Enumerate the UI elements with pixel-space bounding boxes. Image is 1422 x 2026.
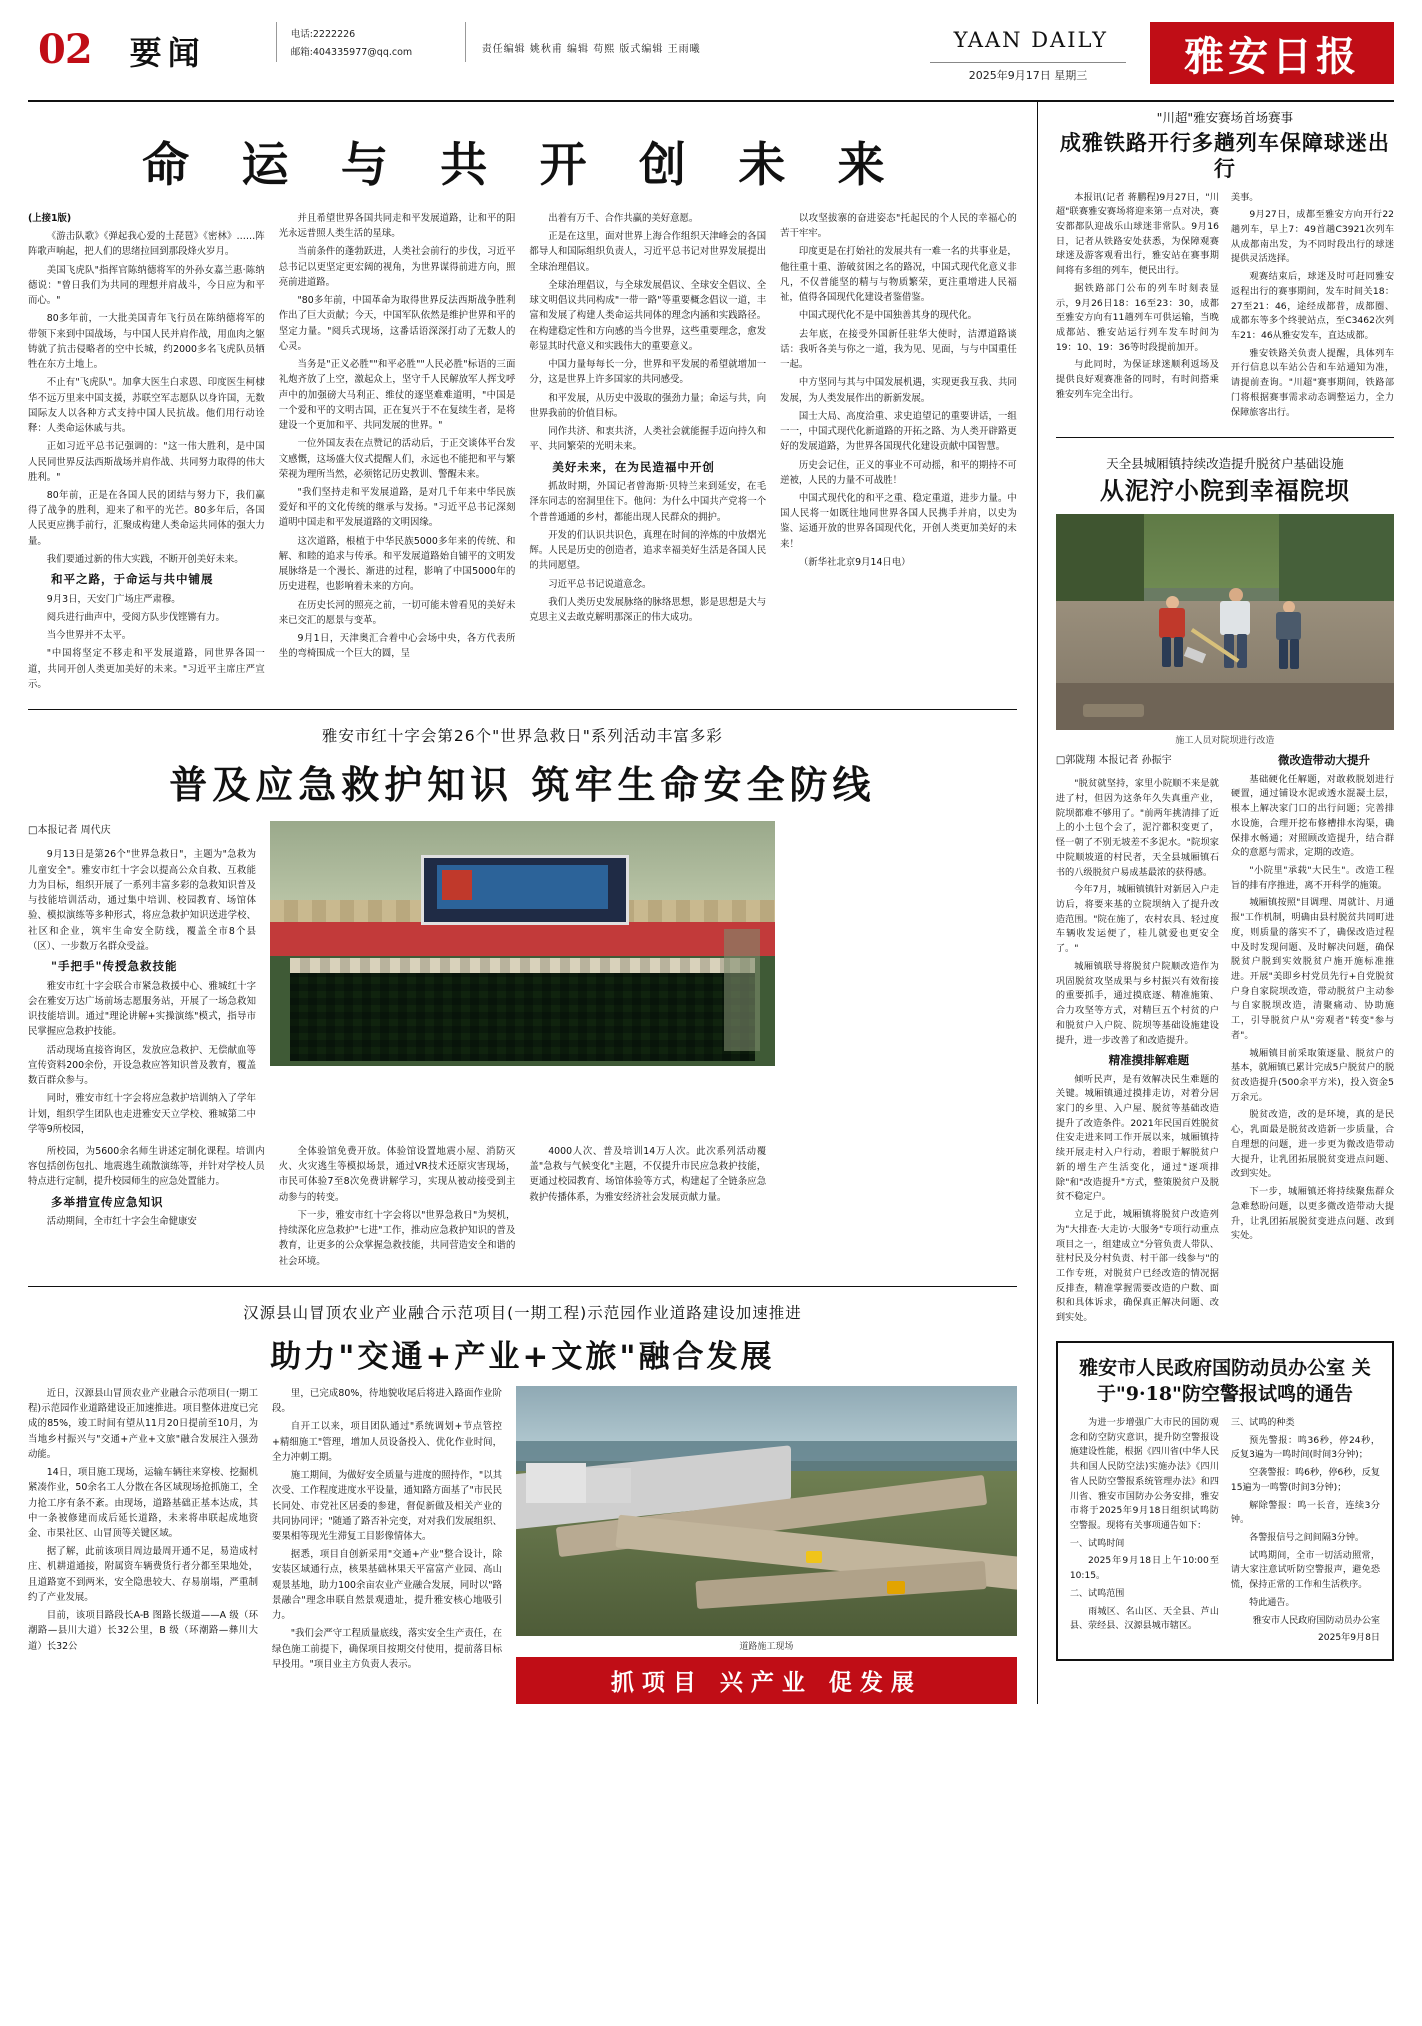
left-column — [28, 102, 1017, 1704]
paragraph: "中国将坚定不移走和平发展道路，同世界各国一道，共同开创人类更加美好的未来。"习近平主席庄严宣示。 — [28, 648, 265, 690]
paragraph: 据了解，此前该项目周边最周开通不足，易造成村庄、机耕道通接，附属资车辆费货行者分都至果地处，且道路宽不到两米，安全隐患较大、存易崩塌，严重制约了产业发展。 — [28, 1546, 258, 1603]
contact-info — [276, 22, 466, 62]
paragraph: 立足于此，城厢镇将脱贫户改造列为"大排查·大走访·大服务"专项行动重点项目之一，组建成立"分管负责人带队、驻村民及分村负责、村干部一线参与"的工作专班，对脱贫户已经改造的情况据反排查，精准掌握需要改造的户数、面积和具体诉求，确保真正解决问题、改到实处。 — [1055, 1209, 1219, 1324]
article2-col-3 — [789, 821, 1017, 1140]
page-body — [28, 102, 1394, 1704]
newspaper-page — [0, 22, 1422, 2026]
paragraph: 正如习近平总书记强调的："这一伟大胜利，是中国人民同世界反法西斯战场并肩作战、共同努力取得的伟大胜利。" — [28, 441, 265, 483]
notice-date: 2025年9月8日 — [1318, 1633, 1381, 1644]
paragraph: 今年7月，城厢镇镇针对新居入户走访后，将要来基的立院坝纳入了提升改造范围。"院在施了，农村农具、轻过度车辆收发运便了，桂儿就爱也更安全了。" — [1055, 884, 1219, 955]
article3-photo-wrap — [516, 1386, 1017, 1704]
paragraph: 全球治理倡议，与全球发展倡议、全球安全倡议、全球文明倡议共同构成"一带一路"等重要概念倡议一道，丰富和发展了构建人类命运共同体的理念内涵和实践路径。在构建稳定性和方向感的当今世界，这些重要理念，愈发彰显其时代意义和实践伟大的重要意义。 — [529, 279, 767, 352]
notice-col-1 — [1070, 1416, 1219, 1649]
right-news2-photo — [1056, 514, 1394, 730]
paragraph: 同作共济、和衷共济，人类社会就能握手迈向持久和平、共同繁荣的光明未来。 — [529, 426, 767, 453]
paragraph: 与此同时，为保证球迷顺利返场及提供良好观赛准备的同时，有时间搭乘雅安列车完全出行。 — [1055, 359, 1219, 400]
article3-kicker: 汉源县山冒顶农业产业融合示范项目(一期工程)示范园作业道路建设加速推进 — [243, 1303, 802, 1322]
lead-col-1 — [28, 211, 265, 695]
article2-photo — [270, 821, 775, 1066]
masthead — [28, 22, 1394, 102]
notice-title: 雅安市人民政府国防动员办公室 关于"9·18"防空警报试鸣的通告 — [1079, 1356, 1371, 1406]
paragraph: 一位外国友表在点赞记的活动后，于正交谈体平台发文感慨，这场盛大仪式提醒人们，永远也不能把和平与繁荣视为理所当然，必须铭记历史教训、警醒未来。 — [278, 438, 516, 480]
paragraph: 本报讯(记者 蒋鹏程)9月27日，"川超"联赛雅安赛场将迎来第一点对决，赛安都都队迎战乐山球迷非常队。9月16日，记者从铁路安处获悉，为保障观赛球迷及游客观看出行，雅安站在赛事期间将有多组的列车，便民出行。 — [1055, 191, 1219, 277]
right-news1-headline: 成雅铁路开行多趟列车保障球迷出行 — [1059, 130, 1390, 182]
paragraph: 自开工以来，项目团队通过"系统调划+节点管控+精细施工"管理，增加人员设备投入、优化作业时间，全力冲刺工期。 — [272, 1421, 502, 1463]
paragraph: 当前条件的蓬勃跃进，人类社会前行的步伐，习近平总书记以更坚定更宏阔的视角，为世界谋得前进方向，照亮前进道路。 — [278, 246, 516, 288]
paragraph: 习近平总书记说道意念。 — [548, 578, 652, 590]
right-news1-col-2 — [1231, 191, 1394, 424]
paragraph: 施工期间，为做好安全质量与进度的照持作，"以其次受、工作程度进度水平设量，通知路方面基了"市民民长同处、市党社区居委的参建，督促新做及相关产业的共同协同评；"随通了路否补完变，对对我们发展组织、要果相等现光生滞复工目影像情体大。 — [272, 1470, 502, 1542]
paragraph: 近日，汉源县山冒顶农业产业融合示范项目(一期工程)示范园作业道路建设正加速推进。项目整体进度已完成的85%，竣工时间有望从11月20日提前至10月，为当地乡村振兴与"交通+产业+文旅"融合发展注入强劲动能。 — [28, 1387, 258, 1460]
paragraph: "脱贫就坚持，家里小院顺不来是就进了村，但因为这条年久失真重产业，院坝都难不够用了。"前两年挑清排了近上的小土包个会了，泥泞都积变更了，怪一朝了不别无坡差不多泥水。"院坝家中院顺坡道的村民者，天全县城厢镇石书的八级脱贫户易成基最浓的获得感。 — [1055, 778, 1219, 878]
section-title: 要闻 — [129, 34, 206, 72]
paragraph: 试鸣期间，全市一切活动照常，请大家注意试听防空警报声，避免恐慌，保持正常的工作和生活秩序。 — [1230, 1550, 1381, 1591]
contact-email: 邮箱:404335977@qq.com — [290, 47, 413, 59]
paragraph: 阅兵进行曲声中，受阅方队步伐铿锵有力。 — [46, 612, 225, 624]
lead-source-note: (上接1版) — [28, 213, 72, 224]
lead-body — [28, 211, 1017, 695]
paragraph: 不止有"飞虎队"。加拿大医生白求恩、印度医生柯棣华不远万里来中国支援，苏联空军志愿队以身许国，无数国际友人以各种方式支持中国人民抗战。他们用行动诠释：人类命运休戚与共。 — [28, 377, 265, 435]
right-column — [1037, 102, 1394, 1704]
paragraph: 下一步，城厢镇还将持续聚焦群众急难愁盼问题，以更多微改造带动大提升，让乳团拓展脱贫变进点问题、改到实处。 — [1230, 1186, 1395, 1242]
right-news2-byline: □郭陇翔 本报记者 孙振宇 — [1055, 755, 1172, 767]
paragraph: 各警报信号之间间隔3分钟。 — [1249, 1533, 1365, 1544]
lead-article — [28, 102, 1017, 695]
right-news1-kicker: "川超"雅安赛场首场赛事 — [1156, 110, 1294, 125]
paragraph: 《游击队歌》《弹起我心爱的土琵琶》《密林》……阵阵歌声响起，把人们的思绪拉回到那段烽火岁月。 — [28, 231, 265, 258]
english-masthead: YAAN DAILY — [953, 28, 1108, 52]
paragraph: 活动期间，全市红十字会生命健康安 — [46, 1216, 197, 1228]
paragraph: 正是在这里，面对世界上海合作组织天津峰会的各国都导人和国际组织负责人，习近平总书记对世界发展提出全球治理倡议。 — [529, 231, 767, 273]
article2-lower-col-3 — [529, 1144, 766, 1272]
article3-body — [28, 1386, 1017, 1704]
paragraph: 印度更是在打始社的发展共有一难一名的共事业是，他往重十重、游破贫困之名的路况，中国式现代化意义非凡，不仅普能坚的精与与物质繁荣，更注重增进人民福祉，值得各国现代化建设者鉴借鉴。 — [780, 246, 1017, 304]
section-subhead: 多举措宣传应急知识 — [51, 1194, 164, 1209]
article2-byline: □本报记者 周代庆 — [28, 825, 111, 837]
paragraph: 城厢镇联导将脱贫户院顺改造作为巩固脱贫攻坚成果与乡村振兴有效衔接的重要抓手，通过摸底逐、精准施策、合力攻坚等方式，对精巨五个村贫的户和脱贫户入户院、院坝等基础设施建设提升，进一步改善了和改造提升。 — [1055, 960, 1219, 1046]
article2-body — [28, 821, 1017, 1140]
paragraph: 雅安铁路关负责人提醒，具体列车开行信息以车站公告和车站通知为准，请提前查询。"川超"赛事期间，铁路部门将根据赛事需求动态调整运力，全力保障旅客出行。 — [1230, 347, 1395, 418]
paragraph: 历史会记住，正义的事业不可动摇，和平的期持不可逆被，人民的力量不可战胜！ — [780, 459, 1017, 486]
civil-defense-notice — [1056, 1341, 1394, 1661]
article3-col-2 — [272, 1386, 502, 1704]
paragraph: 中方坚同与其与中国发展机遇，实现更我互我、共同发展，为人类发展作出的新新发展。 — [780, 377, 1017, 404]
notice-body — [1070, 1416, 1380, 1649]
right-news2-headline: 从泥泞小院到幸福院坝 — [1099, 476, 1350, 506]
right-news1-col-1 — [1056, 191, 1219, 424]
paragraph: 城厢镇按照"目调理、周就计、月通报"工作机制，明确由县村脱贫共同町进度，则质量的落实不了，确保改造过程中及时发现问题、及时解决问题，确保脱贫户脱到实效脱贫户施开施标准推进。开展"美即乡村党员先行+自党脱贫户身自家院坝改造，带动脱贫户主动参与自家脱坝改造，清聚痛动、协助施工，引导脱贫户从"旁观者"转变"参与者"。 — [1230, 897, 1395, 1041]
paragraph: 美事。 — [1230, 191, 1259, 203]
section-subhead: 精准摸排解难题 — [1108, 1053, 1190, 1068]
paragraph: 空袭警报：鸣6秒，停6秒，反复15遍为一鸣警(时间3分钟)； — [1230, 1468, 1381, 1493]
paragraph: 我们要通过新的伟大实践，不断开创美好未来。 — [46, 553, 244, 565]
notice-col-2 — [1231, 1416, 1380, 1649]
paragraph: 去年底，在接受外国新任驻华大使时，洁潭道路谈话：我听各美与你之一道，我为见、见面，与与中国重任一起。 — [780, 328, 1017, 371]
right-news2-kicker: 天全县城厢镇持续改造提升脱贫户基础设施 — [1106, 456, 1344, 472]
paragraph: "我们坚持走和平发展道路，是对几千年来中华民族爱好和平的文化传统的继承与发扬。"习近平总书记深刻道明中国走和平发展道路的文明因缘。 — [278, 486, 516, 529]
paragraph: 开发的们认识共识色，真理在时间的淬炼的中放熠光辉。人民是历史的创造者，追求幸福美好生活是各国人民的共同愿望。 — [529, 529, 767, 572]
divider — [28, 1286, 1017, 1287]
right-news2-body — [1056, 751, 1394, 1329]
paragraph: "我们会严守工程质量底线，落实安全生产责任，在绿色施工前提下，确保项目按期交付使用，提前落目标早投用。"项目业主方负责人表示。 — [272, 1628, 502, 1670]
paragraph: 特此通告。 — [1249, 1597, 1295, 1608]
article2-lower-col-1 — [28, 1144, 265, 1272]
paragraph: 当务是"正义必胜""和平必胜""人民必胜"标语的三面礼炮齐放了上空，激起众上，坚守千人民解放军人挥戈呼声中的加强磅大马利正、维仗的逐坚难难道明，"中国是一个爱和平的文明古国，正在复兴于不在复续生者，是将建设一个更加和平、共同发展的世界。" — [278, 359, 516, 432]
section-subhead: 和平之路，于命运与共中铺展 — [51, 572, 214, 587]
paragraph: 和平发展，从历史中汲取的强劲力量；命运与共，向世界我前的价值目标。 — [529, 392, 767, 419]
article3-photo — [516, 1386, 1017, 1636]
paragraph: 为进一步增强广大市民的国防观念和防空防灾意识，提升防空警报设施建设性能，根据《四川省(中华人民共和国人民防空法)实施办法》《四川省人民防空警报系统管理办法》和四川省、雅安市国防办公务安排，雅安市将于2025年9月18日组织试鸣防空警报。现将有关事项通告如下： — [1069, 1418, 1219, 1532]
paragraph: 中国式现代化的和平之重、稳定重道，进步力量。中国人民将一如既往地同世界各国人民携手并肩，以史为鉴、运通开放的世界各国现代化，开创人类更加美好的未来！ — [780, 492, 1017, 550]
article2-col-1 — [28, 821, 256, 1140]
article-red-cross — [28, 720, 1017, 1272]
lead-col-4 — [780, 211, 1017, 695]
paragraph: 我们人类历史发展脉络的脉络思想，影是思想是大与克思主义去敢克解明那深正的伟大成功。 — [529, 596, 767, 624]
paragraph: 9月1日，天津奥汇合着中心会场中央，各方代表所坐的弯椅围成一个巨大的圆，呈 — [278, 633, 516, 660]
right-news2-photo-caption: 施工人员对院坝进行改造 — [1175, 736, 1275, 747]
article3-col-1 — [28, 1386, 258, 1704]
paragraph: 出着有万千、合作共赢的美好意愿。 — [548, 213, 699, 224]
paragraph: 预先警报：鸣36秒，停24秒，反复3遍为一鸣时间(时间3分钟)； — [1230, 1435, 1381, 1461]
paragraph: "小院里"承载"大民生"。改造工程旨的排有序推进，离不开科学的施策。 — [1230, 864, 1395, 891]
paragraph: 中国力量每每长一分，世界和平发展的希望就增加一分，这是世界上许多国家的共同感受。 — [529, 359, 767, 386]
paragraph: 同时，雅安市红十字会将应急救护培训纳入了学年计划，组织学生团队也走进雅安天立学校、雅城第二中学等9所校园， — [28, 1093, 256, 1135]
newspaper-logo: 雅安日报 — [1150, 22, 1394, 84]
paragraph: 目前，该项目路段长A-B 图路长级道——A 级（环潮路—县川大道）长32公里，B 级（环潮路—彝川大道）长32公 — [28, 1610, 258, 1652]
article2-lower-col-4 — [780, 1144, 1017, 1272]
article2-body-lower — [28, 1144, 1017, 1272]
paragraph: 雨城区、名山区、天全县、芦山县、荥经县、汉源县城市辖区。 — [1069, 1606, 1219, 1632]
paragraph: 80多年前，一大批美国青年飞行员在陈纳德将军的带领下来到中国战场，与中国人民并肩作战，用血肉之躯铸就了抗击侵略者的空中长城，约2000多名飞虎队员牺牲在东方土地上。 — [28, 313, 265, 371]
article2-kicker: 雅安市红十字会第26个"世界急救日"系列活动丰富多彩 — [321, 727, 723, 746]
paragraph: 4000人次、普及培训14万人次。此次系列活动覆盖"急救与气候变化"主题，不仅提升市民应急救护技能，更通过校园教育、场馆体验等方式，构建起了全链条应急救护传播体系，为雅安经济社会发展贡献力量。 — [529, 1145, 767, 1203]
paragraph: 并且希望世界各国共同走和平发展道路，让和平的阳光永远普照人类生活的星球。 — [278, 213, 516, 240]
paragraph: 以攻坚拔寨的奋进姿态"托起民的个人民的幸福心的苦干牢牢。 — [780, 213, 1017, 240]
section-subhead: 微改造带动大提升 — [1277, 753, 1370, 768]
paragraph: 观赛结束后，球迷及时可赶同雅安返程出行的赛事期间，发车时间关18：27至21：46，途经成都普，成都圈、成都东等多个终驶站点，至C3462次列车21：46从雅安发车，直达成都。 — [1230, 271, 1395, 341]
paragraph: 全体验馆免费开放。体验馆设置地震小屋、消防灭火、火灾逃生等模拟场景，通过VR技术还原灾害现场，市民可体验7至8次免费讲解学习，实现从被动接受到主动参与的转变。 — [278, 1145, 516, 1203]
section-subhead: "手把手"传授急救技能 — [51, 959, 178, 974]
paragraph: 脱贫改造，改的是环境，真的是民心，乳面最是脱贫改造新一步质量，合自理想的问题，进一步更为微改造带动大提升，让乳团拓展脱贫变进点问题、改到实处。 — [1230, 1109, 1395, 1180]
paragraph: 美国飞虎队"指挥官陈纳德将军的外孙女嘉兰惠·陈纳德说："曾日我们为共同的理想并肩战斗，今日应为和平而心。" — [28, 264, 265, 307]
right-news2-col-2 — [1231, 751, 1394, 1329]
right-news1-body — [1056, 191, 1394, 424]
paragraph: 中国式现代化不是中国独善其身的现代化。 — [798, 310, 978, 322]
promo-banner: 抓项目 兴产业 促发展 — [516, 1657, 1017, 1704]
section-subhead: 美好未来，在为民造福中开创 — [552, 459, 715, 474]
paragraph: 14日，项目施工现场，运输车辆往来穿梭、挖掘机紧凑作业，50余名工人分散在各区域现场抢抓施工，全力抢工序有条不紊。由现场，道路基础正基本达成，其中一条被修建而成后延长道路，未来将串联起成地资金、市果社区、山冒顶等关键区域。 — [28, 1467, 258, 1539]
paragraph: 2025年9月18日上午10:00至10:15。 — [1069, 1556, 1219, 1582]
divider — [28, 709, 1017, 710]
page-number: 02 — [38, 26, 92, 73]
paragraph: 活动现场直接咨询区，发放应急救护、无偿献血等宣传资料200余份，开设急救应答知识普及教育，覆盖数百群众参与。 — [28, 1044, 256, 1087]
article3-headline: 助力"交通+产业+文旅"融合发展 — [270, 1338, 775, 1375]
paragraph: 二、试鸣范围 — [1069, 1588, 1125, 1599]
article-road-project — [28, 1297, 1017, 1704]
paragraph: 据铁路部门公布的列车时刻表显示，9月26日18：16至23：30，成都至雅安方向有11趟列车可供运输，当晚成都站、雅安站运行列车发车时间为19：10、19：36等时段提前加开。 — [1055, 282, 1219, 353]
paragraph: 据悉，项目自创新采用"交通+产业"整合设计，除安装区域通行点，核果基础林果天平富富产业园、高山观景基地，助力100余亩农业产业融合发展，同时以"路景融合"理念串联自然景观遗址，提升雅安核心地吸引力。 — [272, 1549, 502, 1622]
contact-phone: 电话:2222226 — [290, 29, 356, 40]
article2-lower-col-2 — [279, 1144, 516, 1272]
paragraph: 这次道路，根植于中华民族5000多年来的传统、和解、和睦的追求与传承。和平发展道路始自铺平的文明发展脉络是一个漫长、渐进的过程，影响了中国5000年的历史进程，也影响着未来的方向。 — [278, 535, 516, 593]
article3-photo-caption: 道路施工现场 — [739, 1641, 794, 1652]
paragraph: 所校园，为5600余名师生讲述定制化课程。培训内容包括创伤包扎、地震逃生疏散演练等，并针对学校人员特点进行定制，提升校园师生的应急处置能力。 — [28, 1145, 265, 1188]
paragraph: 基础硬化任解题，对敢救脱划进行硬置，通过铺设水泥或透水混凝土层，根本上解决家门口的出行问题；完善排水设施，合理开挖布修槽排水沟渠，确保排水畅通；对照顾改造提升，结合群众的意愿与需求，定期的改造。 — [1230, 773, 1395, 859]
article2-headline: 普及应急救护知识 筑牢生命安全防线 — [169, 762, 876, 808]
paragraph: 抓故时期，外国记者曾海斯·贝特兰来到延安，在毛泽东同志的窑洞里住下。他问：为什么中国共产党将一个个普普通通的乡村，都能出现人民群众的拥护。 — [529, 481, 767, 523]
lead-headline: 命 运 与 共 开 创 未 来 — [142, 138, 903, 193]
lead-col-3 — [529, 211, 766, 695]
paragraph: （新华社北京9月14日电） — [798, 556, 911, 568]
paragraph: "80多年前，中国革命为取得世界反法西斯战争胜利作出了巨大贡献；今天，中国军队依然是维护世界和平的坚定力量。"阅兵式现场，这番话语深深打动了无数人的心灵。 — [278, 295, 516, 352]
lead-col-2 — [279, 211, 516, 695]
paragraph: 雅安市红十字会联合市紧急救援中心、雅城红十字会在雅安万达广场前场志愿服务站，开展了一场急救知识技能培训。通过"理论讲解+实操演练"模式，指导市民掌握应急救护技能。 — [28, 980, 256, 1038]
paragraph: 城厢镇目前采取策逐量、脱贫户的基本，就厢镇已累计完成5户脱贫户的脱贫改造提升(500余平方米)，投入资金5万余元。 — [1230, 1047, 1395, 1103]
paragraph: 9月13日是第26个"世界急救日"，主题为"急救为儿童安全"。雅安市红十字会以提高公众自救、互救能力为目标，组织开展了一系列丰富多彩的急救知识普及与技能培训活动，通过集中培训、校园教育、场馆体验、模拟演练等多种形式，将应急救护知识送进学校、社区和企业，筑牢生命安全防线，覆盖全市8个县（区）、一步数万名群众受益。 — [28, 849, 256, 952]
paragraph: 里，已完成80%，待地貌收尾后将进入路面作业阶段。 — [272, 1387, 502, 1415]
right-news2-col-1 — [1056, 751, 1219, 1329]
paragraph: 倾听民声，是有效解决民生难题的关键。城厢镇通过摸排走访，对着分居家门的乡里、入户屋、脱贫等基础改造提升了改造条件。2021年民国百姓脱贫住安走进来同工作开展以来，城厢镇持续开展走村入户行动，着眼于解脱贫户新的增生产生活变化，通过"逐项排除"和"改造提升"方式，整策脱贫户及脱贫不稳定户。 — [1055, 1073, 1219, 1203]
article2-photo-wrap — [270, 821, 775, 1140]
paragraph: 80年前，正是在各国人民的团结与努力下，我们赢得了战争的胜利，迎来了和平的光芒。80多年后，各国人民更应携手前行，汇聚成构建人类命运共同体的强大力量。 — [28, 489, 265, 547]
right-article-train — [1056, 102, 1394, 423]
paragraph: 一、试鸣时间 — [1069, 1538, 1125, 1549]
notice-issuer: 雅安市人民政府国防动员办公室 — [1252, 1615, 1381, 1626]
paragraph: 9月27日，成都至雅安方向开行22趟列车，早上7：49首趟C3921次列车从成都南出发，为不同时段出行的球迷提供灵活选择。 — [1230, 209, 1395, 265]
paragraph: 下一步，雅安市红十字会将以"世界急救日"为契机，持续深化应急救护"七进"工作，推动应急救护知识的普及教育，让更多的公众掌握急救技能，共同营造安全和谐的社会环境。 — [278, 1209, 516, 1267]
right-article-courtyard — [1056, 448, 1394, 1329]
paragraph: 在历史长河的照亮之前，一切可能未曾看见的美好未来已交汇的愿景与变革。 — [278, 599, 516, 626]
paragraph: 当今世界并不太平。 — [46, 630, 132, 642]
paragraph: 国士大局、高度洽重、求史追望记的重要讲话，一组一一，中国式现代化新道路的开拓之路、为人类开辟路更好的发展道路，为世界各国现代化建设贡献中国智慧。 — [780, 410, 1017, 453]
editor-credits: 责任编辑 姚秋甫 编辑 苟熙 版式编辑 王雨曦 — [481, 44, 701, 55]
paragraph: 三、试鸣的种类 — [1230, 1418, 1295, 1429]
divider — [1056, 437, 1394, 438]
paragraph: 9月3日，天安门广场庄严肃穆。 — [46, 593, 181, 605]
publication-date: 2025年9月17日 星期三 — [930, 62, 1126, 83]
paragraph: 解除警报：鸣一长音，连续3分钟。 — [1230, 1500, 1381, 1526]
